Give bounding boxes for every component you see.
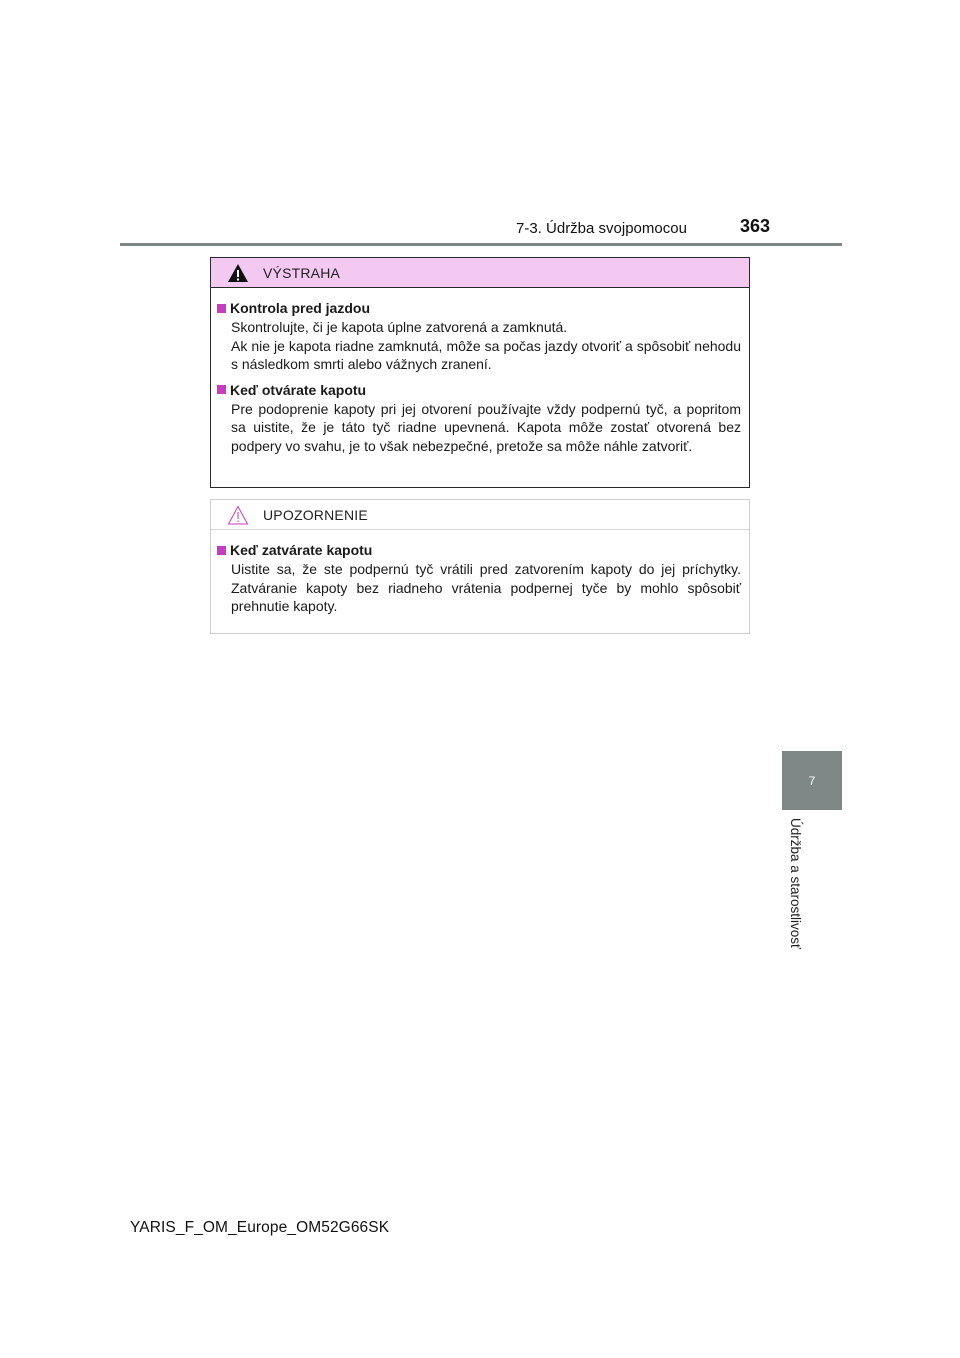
warning-body bbox=[211, 288, 749, 455]
chapter-number: 7 bbox=[808, 773, 816, 788]
header-divider bbox=[120, 243, 842, 246]
warning-item bbox=[217, 298, 741, 374]
warning-item-heading bbox=[217, 380, 741, 400]
warning-header bbox=[211, 258, 749, 288]
paragraph: Ak nie je kapota riadne zamknutá, môže sa počas jazdy otvoriť a spôsobiť nehodu s následkom smrti alebo vážnych zranení. bbox=[231, 337, 741, 372]
square-bullet-icon bbox=[217, 385, 226, 394]
warning-item-text bbox=[217, 318, 741, 374]
chapter-number-tab bbox=[782, 751, 842, 810]
caution-item-heading bbox=[217, 540, 741, 560]
warning-box bbox=[210, 257, 750, 488]
caution-item-title: Keď zatvárate kapotu bbox=[230, 542, 373, 558]
warning-item bbox=[217, 380, 741, 456]
caution-title: UPOZORNENIE bbox=[263, 506, 368, 523]
warning-triangle-icon bbox=[227, 263, 249, 283]
caution-triangle-icon bbox=[227, 505, 249, 525]
warning-item-text bbox=[217, 400, 741, 456]
chapter-title-vertical bbox=[776, 818, 816, 960]
chapter-title: Údržba a starostlivosť bbox=[788, 818, 803, 950]
page-number: 363 bbox=[740, 216, 771, 236]
warning-title: VÝSTRAHA bbox=[263, 264, 341, 281]
caution-body bbox=[211, 530, 749, 616]
warning-item-heading bbox=[217, 298, 741, 318]
square-bullet-icon bbox=[217, 304, 226, 313]
paragraph: Uistite sa, že ste podpernú tyč vrátili pred zatvorením kapoty do jej príchytky. Zatváranie kapoty bez riadneho vrátenia podpernej tyče by mohlo spôsobiť prehnutie kapoty. bbox=[231, 561, 741, 614]
paragraph: Pre podoprenie kapoty pri jej otvorení používajte vždy podpernú tyč, a popritom sa uistite, že je táto tyč riadne upevnená. Kapota môže zostať otvorená bez podpery vo svahu, je to však nebezpečné, pretože sa môže náhle zatvoriť. bbox=[231, 400, 741, 454]
caution-header bbox=[211, 500, 749, 530]
warning-item-title: Keď otvárate kapotu bbox=[230, 381, 367, 398]
caution-item-text bbox=[217, 560, 741, 616]
warning-item-title: Kontrola pred jazdou bbox=[230, 300, 370, 316]
document-code: YARIS_F_OM_Europe_OM52G66SK bbox=[130, 1219, 390, 1236]
caution-item bbox=[217, 540, 741, 616]
caution-box bbox=[210, 499, 750, 634]
square-bullet-icon bbox=[217, 546, 226, 555]
paragraph: Skontrolujte, či je kapota úplne zatvorená a zamknutá. bbox=[231, 319, 568, 335]
section-title: 7-3. Údržba svojpomocou bbox=[516, 220, 687, 237]
